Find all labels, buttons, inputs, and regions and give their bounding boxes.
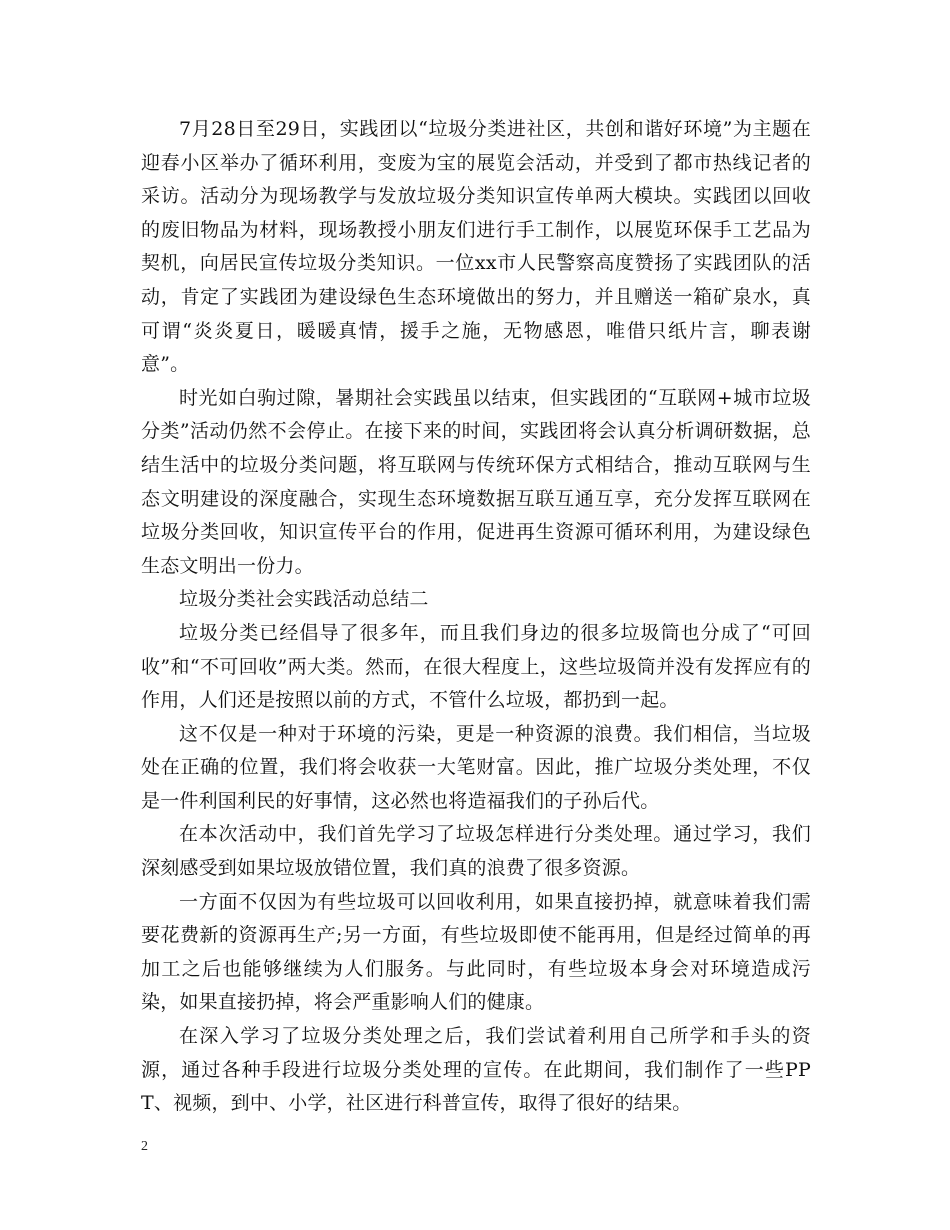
paragraph-3: 垃圾分类已经倡导了很多年，而且我们身边的很多垃圾筒也分成了“可回收”和“不可回收”两大类。然而，在很大程度上，这些垃圾筒并没有发挥应有的作用，人们还是按照以前的方式，不管什么垃圾，都扔到一起。 xyxy=(141,621,811,712)
paragraph-4: 这不仅是一种对于环境的污染，更是一种资源的浪费。我们相信，当垃圾处在正确的位置，我们将会收获一大笔财富。因此，推广垃圾分类处理，不仅是一件利国利民的好事情，这必然也将造福我们的子孙后代。 xyxy=(141,722,811,812)
document-body xyxy=(141,113,811,1121)
paragraph-2: 时光如白驹过隙，暑期社会实践虽以结束，但实践团的“互联网+城市垃圾分类”活动仍然不会停止。在接下来的时间，实践团将会认真分析调研数据，总结生活中的垃圾分类问题，将互联网与传统环保方式相结合，推动互联网与生态文明建设的深度融合，实现生态环境数据互联互通互享，充分发挥互联网在垃圾分类回收，知识宣传平台的作用，促进再生资源可循环利用，为建设绿色生态文明出一份力。 xyxy=(141,386,811,577)
paragraph-6: 一方面不仅因为有些垃圾可以回收利用，如果直接扔掉，就意味着我们需要花费新的资源再生产;另一方面，有些垃圾即使不能再用，但是经过简单的再加工之后也能够继续为人们服务。与此同时，有些垃圾本身会对环境造成污染，如果直接扔掉，将会严重影响人们的健康。 xyxy=(141,890,811,1014)
paragraph-7: 在深入学习了垃圾分类处理之后，我们尝试着利用自己所学和手头的资源，通过各种手段进行垃圾分类处理的宣传。在此期间，我们制作了一些PPT、视频，到中、小学，社区进行科普宣传，取得了很好的结果。 xyxy=(141,1025,811,1115)
paragraph-5: 在本次活动中，我们首先学习了垃圾怎样进行分类处理。通过学习，我们深刻感受到如果垃圾放错位置，我们真的浪费了很多资源。 xyxy=(141,823,811,880)
paragraph-1: 7月28日至29日，实践团以“垃圾分类进社区，共创和谐好环境”为主题在迎春小区举办了循环利用，变废为宝的展览会活动，并受到了都市热线记者的采访。活动分为现场教学与发放垃圾分类知识宣传单两大模块。实践团以回收的废旧物品为材料，现场教授小朋友们进行手工制作，以展览环保手工艺品为契机，向居民宣传垃圾分类知识。一位xx市人民警察高度赞扬了实践团队的活动，肯定了实践团为建设绿色生态环境做出的努力，并且赠送一箱矿泉水，真可谓“炎炎夏日，暖暖真情，援手之施，无物感恩，唯借只纸片言，聊表谢意”。 xyxy=(141,118,811,376)
page-number: 2 xyxy=(141,1139,148,1154)
section-heading: 垃圾分类社会实践活动总结二 xyxy=(179,588,429,611)
